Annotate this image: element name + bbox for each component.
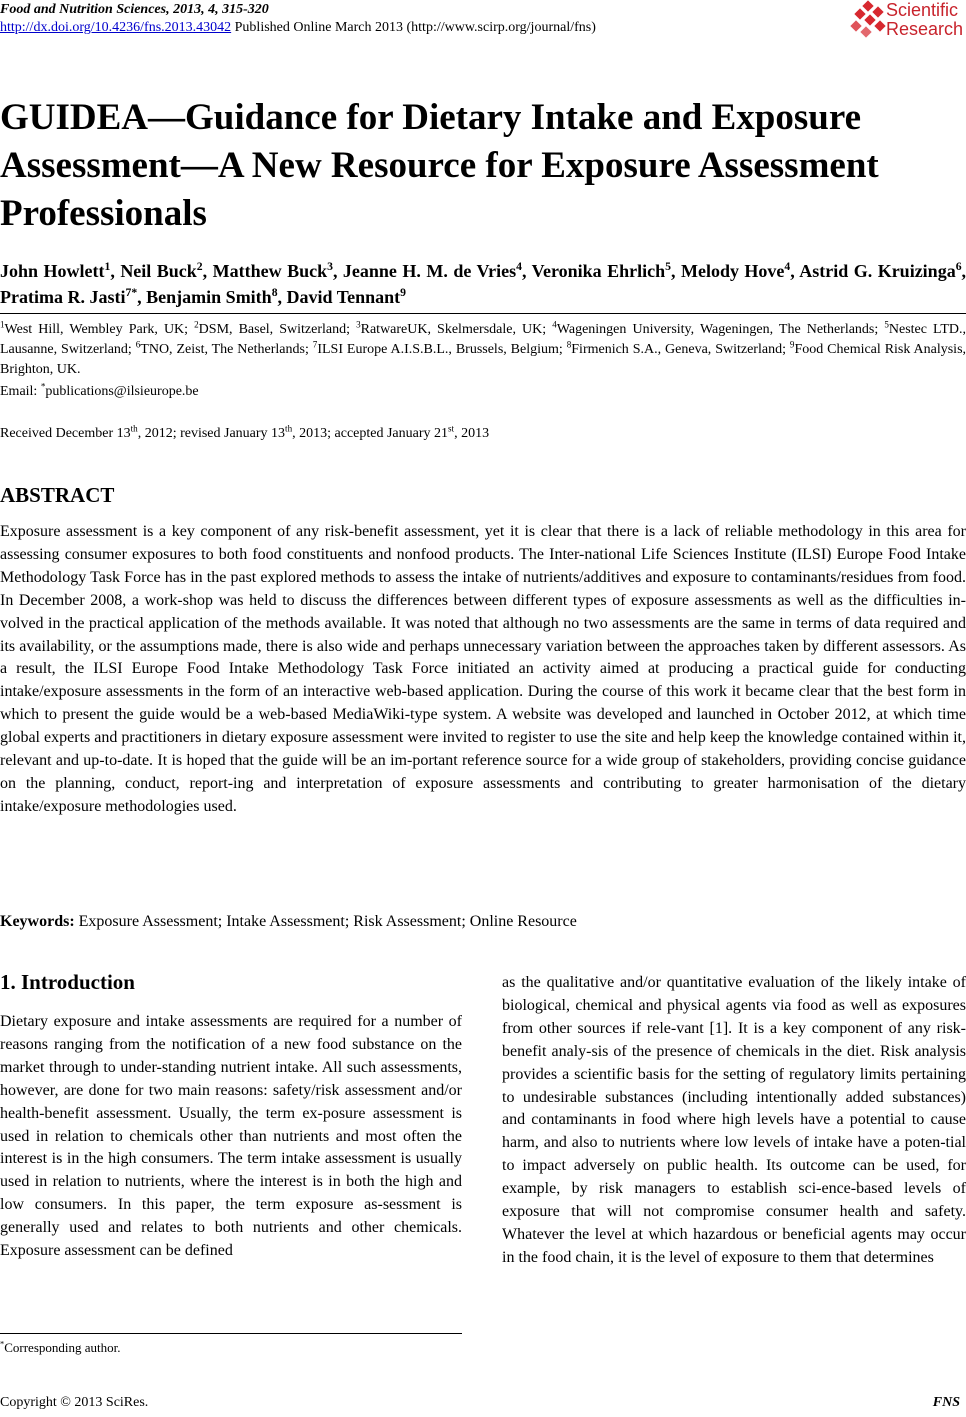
author-list: [0, 258, 966, 310]
author-separator: ,: [137, 287, 147, 307]
affiliations: [0, 320, 966, 380]
author-separator: ,: [521, 261, 532, 281]
author-affiliation-marker: 2: [196, 260, 203, 273]
author-separator: ,: [670, 261, 681, 281]
affiliation-text: Wageningen University, Wageningen, The Netherlands;: [556, 322, 885, 337]
author-name: Veronika Ehrlich: [531, 261, 666, 281]
affiliation-text: West Hill, Wembley Park, UK;: [4, 322, 195, 337]
affiliation-text: ILSI Europe A.I.S.B.L., Brussels, Belgium;: [317, 342, 567, 357]
affiliation-text: Firmenich S.A., Geneva, Switzerland;: [571, 342, 790, 357]
footnote: [0, 1340, 120, 1356]
logo-line-2: Research: [886, 19, 964, 39]
affiliation-text: Food Chemical Risk Analysis, Brighton, UK.: [0, 342, 966, 377]
doi-line: [0, 20, 596, 36]
author-name: John Howlett: [0, 261, 105, 281]
keywords-text: Exposure Assessment; Intake Assessment; Risk Assessment; Online Resource: [74, 913, 577, 930]
author-affiliation-marker: 8: [271, 286, 278, 299]
author-affiliation-marker: 6: [955, 260, 962, 273]
author-affiliation-marker: 4: [784, 260, 791, 273]
author-separator: ,: [961, 261, 966, 281]
email-address[interactable]: publications@ilsieurope.be: [45, 384, 199, 399]
affiliation-text: DSM, Basel, Switzerland;: [198, 322, 357, 337]
affiliation-number: 8: [566, 339, 572, 350]
author-separator: ,: [110, 261, 121, 281]
accepted-year: , 2013: [454, 426, 490, 441]
accepted-suffix: st: [448, 423, 455, 434]
intro-left-column: Dietary exposure and intake assessments are required for a number of reasons ranging from the notification of a new food substance on the market through to under-standing nutrient intake. All such assessments, however, are done for two main reasons: safety/risk assessment and/or health-benefit assessment. Usually, the term ex-posure assessment is used in relation to chemicals other than nutrients and most often the interest is in the high consumers. The term intake assessment is usually used in relation to nutrients, where the interest is in both the high and low consumers. In this paper, the term exposure as-sessment is generally used and relates to both nutrients and other chemicals. Exposure assessment can be defined: [0, 1013, 462, 1260]
author-name: Melody Hove: [680, 261, 785, 281]
footnote-text: Corresponding author.: [4, 1340, 121, 1355]
published-online: Published Online March 2013 (http://www.scirp.org/journal/fns): [231, 20, 596, 35]
logo-text: [886, 1, 963, 39]
author-separator: ,: [202, 261, 213, 281]
affiliation-text: TNO, Zeist, The Netherlands;: [140, 342, 313, 357]
affiliation-number: 2: [194, 319, 199, 330]
affiliation-text: RatwareUK, Skelmersdale, UK;: [360, 322, 553, 337]
author-separator: ,: [790, 261, 800, 281]
email-marker: *: [40, 381, 46, 392]
keywords-label: Keywords:: [0, 913, 75, 930]
author-affiliation-marker: 1: [104, 260, 111, 273]
author-divider: [0, 313, 966, 314]
affiliation-number: 9: [789, 339, 795, 350]
affiliation-number: 3: [356, 319, 361, 330]
author-separator: ,: [277, 287, 287, 307]
abstract-text: Exposure assessment is a key component of any risk-benefit assessment, yet it is clear that there is a lack of reliable methodology in this area for assessing consumer exposures to both food constituents and nonfood products. The Inter-national Life Sciences Institute (ILSI) Europe Food Intake Methodology Task Force has in the past explored methods to assess the intake of nutrients/additives and exposure to contaminants/residues from food. In December 2008, a work-shop was held to discuss the differences between different types of exposure assessments as well as the difficulties in-volved in the practical application of the methods available. It was noted that although no two assessments are the same in terms of data required and its availability, or the assumptions made, there is also wide and perhaps unnecessary variation between the approaches taken by different assessors. As a result, the ILSI Europe Food Intake Methodology Task Force initiated an activity aimed at producing a practical guide for conducting intake/exposure assessments in the form of an interactive web-based application. During the course of this work it became clear that the best form in which to present the guide would be a web-based MediaWiki-type system. A website was developed and launched in October 2012, at which time global experts and practitioners in dietary exposure assessment were invited to register to use the site and help keep the knowledge contained within it, relevant and up-to-date. It is hoped that the guide will be an im-portant reference source for a wide group of stakeholders, providing concise guidance on the planning, conduct, report-ing and interpretation of exposure assessments and contributing to greater harmonisation of the dietary intake/exposure methodologies used.: [0, 523, 966, 815]
footnote-marker: *: [0, 1338, 5, 1349]
doi-link[interactable]: http://dx.doi.org/10.4236/fns.2013.43042: [0, 20, 232, 35]
author-separator: ,: [332, 261, 343, 281]
keywords-line: [0, 913, 577, 931]
author-name: Benjamin Smith: [146, 287, 272, 307]
received-date: Received December 13: [0, 426, 131, 441]
logo-line-1: Scientific: [886, 0, 959, 20]
revised-suffix: th: [285, 423, 293, 434]
logo-mark-icon: [850, 2, 884, 38]
abstract-heading: ABSTRACT: [0, 483, 115, 507]
author-affiliation-marker: 3: [327, 260, 333, 273]
journal-citation: Food and Nutrition Sciences, 2013, 4, 315-320: [0, 2, 269, 17]
author-name: Matthew Buck: [212, 261, 328, 281]
received-suffix: th: [130, 423, 138, 434]
affiliation-number: 1: [0, 319, 5, 330]
journal-abbreviation: FNS: [932, 1395, 960, 1410]
author-name: Astrid G. Kruizinga: [799, 261, 956, 281]
introduction-heading: 1. Introduction: [0, 970, 135, 994]
revised-date: , 2012; revised January 13: [137, 426, 286, 441]
intro-right-column: as the qualitative and/or quantitative evaluation of the likely intake of biological, chemical and physical agents via food as well as exposures from other sources if rele-vant [1]. It is a key component of any risk-benefit analy-sis of the presence of chemicals in the diet. Risk analysis provides a scientific basis for the setting of regulatory limits pertaining to undesirable substances (including intentionally added substances) and contaminants in food where high levels have a potential to cause harm, and also to nutrients where low levels of intake have a poten-tial to impact adversely on public health. Its outcome can be used, for example, by risk managers to establish sci-ence-based levels of exposure that will not compromise consumer health and safety. Whatever the level at which hazardous or beneficial agents may occur in the food chain, it is the level of exposure to them that determines: [502, 974, 966, 1266]
author-affiliation-marker: 4: [516, 260, 522, 273]
accepted-date: , 2013; accepted January 21: [292, 426, 449, 441]
author-affiliation-marker: 5: [665, 260, 671, 273]
affiliation-text: Nestec LTD., Lausanne, Switzerland;: [0, 322, 966, 357]
paper-title: GUIDEA—Guidance for Dietary Intake and Exposure Assessment—A New Resource for Exposure Assessment Professionals: [0, 97, 879, 234]
author-name: Neil Buck: [120, 261, 197, 281]
email-label: Email:: [0, 384, 41, 399]
affiliation-number: 5: [884, 319, 889, 330]
publisher-logo: [850, 0, 966, 42]
copyright: Copyright © 2013 SciRes.: [0, 1395, 149, 1410]
affiliation-number: 7: [312, 339, 318, 350]
email-line: [0, 381, 199, 400]
received-dates: [0, 423, 490, 442]
author-affiliation-marker: 7*: [125, 286, 138, 299]
author-name: Jeanne H. M. de Vries: [342, 261, 517, 281]
author-name: David Tennant: [286, 287, 401, 307]
affiliation-number: 6: [135, 339, 141, 350]
footnote-divider: [0, 1333, 462, 1334]
author-name: Pratima R. Jasti: [0, 287, 126, 307]
author-affiliation-marker: 9: [400, 286, 406, 299]
affiliation-number: 4: [552, 319, 557, 330]
